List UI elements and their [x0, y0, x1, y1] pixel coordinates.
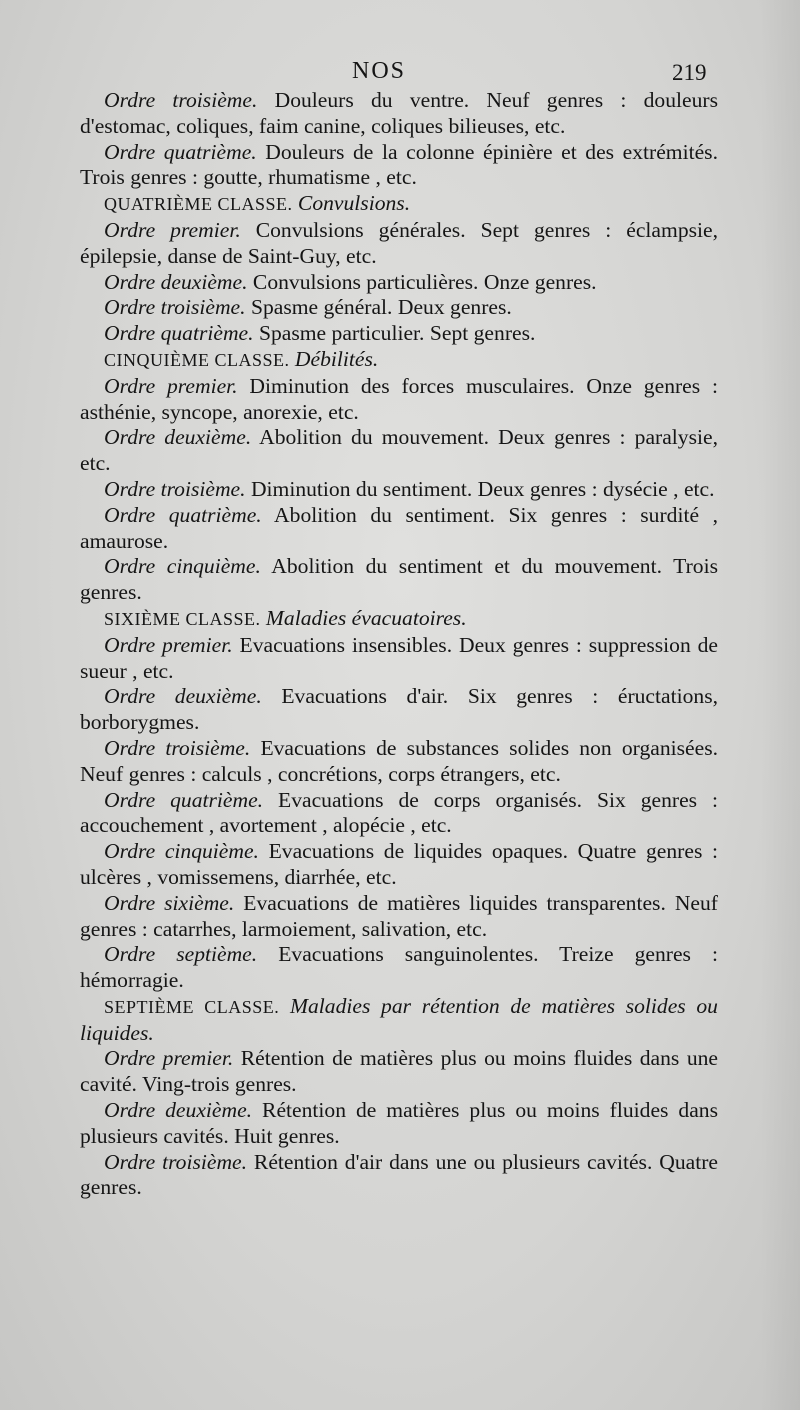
- order-entry: [80, 88, 718, 140]
- class-heading: [80, 994, 718, 1047]
- class-heading: [80, 606, 718, 633]
- order-lead: Ordre quatrième.: [104, 787, 264, 812]
- order-entry: [80, 374, 718, 426]
- order-lead: Ordre troisième.: [104, 295, 246, 320]
- order-text: Evacuations sanguinolentes. Treize genres : hémorragie.: [80, 942, 718, 993]
- order-text: Evacuations de corps organisés. Six genres : accouchement , avortement , alopécie , etc.: [80, 787, 718, 838]
- order-text: Abolition du mouvement. Deux genres : paralysie, etc.: [80, 425, 718, 476]
- order-lead: Ordre premier.: [104, 373, 238, 398]
- order-lead: Ordre deuxième.: [104, 269, 248, 294]
- order-entry: [80, 218, 718, 270]
- page-number: 219: [672, 60, 707, 85]
- order-text: Douleurs de la colonne épinière et des extrémités. Trois genres : goutte, rhumatisme , etc.: [80, 139, 718, 190]
- class-heading: [80, 191, 718, 218]
- order-entry: [80, 788, 718, 840]
- class-title: Maladies par rétention de matières solides ou liquides.: [80, 993, 718, 1045]
- order-lead: Ordre deuxième.: [104, 1098, 253, 1123]
- order-text: Rétention d'air dans une ou plusieurs cavités. Quatre genres.: [80, 1149, 718, 1200]
- order-entry: [80, 321, 718, 347]
- class-title: Convulsions.: [297, 191, 411, 216]
- order-text: Evacuations insensibles. Deux genres : suppression de sueur , etc.: [80, 632, 718, 683]
- order-entry: [80, 425, 718, 477]
- order-entry: [80, 839, 718, 891]
- order-text: Douleurs du ventre. Neuf genres : douleurs d'estomac, coliques, faim canine, coliques bilieuses, etc.: [80, 88, 718, 138]
- order-lead: Ordre sixième.: [104, 890, 235, 915]
- order-text: Diminution du sentiment. Deux genres : dysécie , etc.: [245, 476, 715, 501]
- page-edge-shadow: [760, 0, 800, 1410]
- order-lead: Ordre cinquième.: [104, 554, 261, 579]
- order-lead: Ordre deuxième.: [104, 684, 262, 709]
- order-text: Evacuations de substances solides non organisées. Neuf genres : calculs , concrétions, corps étrangers, etc.: [80, 735, 718, 786]
- running-head: NOS: [352, 58, 407, 84]
- order-lead: Ordre cinquième.: [104, 839, 259, 864]
- order-text: Evacuations de matières liquides transparentes. Neuf genres : catarrhes, larmoiement, salivation, etc.: [80, 890, 718, 941]
- order-lead: Ordre septième.: [104, 942, 258, 967]
- order-lead: Ordre troisième.: [104, 476, 246, 501]
- order-lead: Ordre deuxième.: [104, 425, 252, 450]
- order-text: Convulsions particulières. Onze genres.: [247, 269, 597, 294]
- order-text: Rétention de matières plus ou moins fluides dans plusieurs cavités. Huit genres.: [80, 1098, 718, 1148]
- order-text: Spasme général. Deux genres.: [245, 295, 512, 320]
- order-entry: [80, 270, 718, 296]
- order-text: Rétention de matières plus ou moins fluides dans une cavité. Ving-trois genres.: [80, 1046, 718, 1097]
- body-text: [80, 88, 718, 1201]
- order-lead: Ordre quatrième.: [104, 139, 257, 164]
- order-entry: [80, 1098, 718, 1150]
- order-entry: [80, 736, 718, 788]
- order-entry: [80, 477, 718, 503]
- class-label: SIXIÈME CLASSE.: [104, 608, 261, 629]
- order-entry: [80, 1046, 718, 1098]
- order-lead: Ordre troisième.: [104, 88, 258, 112]
- order-text: Evacuations d'air. Six genres : éructations, borborygmes.: [80, 684, 718, 735]
- order-entry: [80, 503, 718, 555]
- order-text: Evacuations de liquides opaques. Quatre genres : ulcères , vomissemens, diarrhée, etc.: [80, 839, 718, 889]
- order-lead: Ordre premier.: [104, 632, 233, 657]
- page-header: [0, 58, 800, 88]
- order-entry: [80, 633, 718, 685]
- order-lead: Ordre quatrième.: [104, 321, 254, 346]
- order-lead: Ordre troisième.: [104, 735, 251, 760]
- class-title: Débilités.: [294, 346, 379, 371]
- order-entry: [80, 891, 718, 943]
- order-text: Abolition du sentiment. Six genres : surdité , amaurose.: [80, 502, 718, 553]
- order-lead: Ordre premier.: [104, 1046, 234, 1071]
- class-label: QUATRIÈME CLASSE.: [104, 194, 293, 215]
- order-entry: [80, 140, 718, 192]
- class-label: SEPTIÈME CLASSE.: [104, 996, 280, 1017]
- order-entry: [80, 1150, 718, 1202]
- order-entry: [80, 554, 718, 606]
- class-heading: [80, 347, 718, 374]
- order-lead: Ordre premier.: [104, 217, 241, 242]
- order-text: Spasme particulier. Sept genres.: [253, 321, 536, 346]
- order-lead: Ordre troisième.: [104, 1149, 248, 1174]
- order-entry: [80, 684, 718, 736]
- order-lead: Ordre quatrième.: [104, 502, 262, 527]
- order-text: Convulsions générales. Sept genres : éclampsie, épilepsie, danse de Saint-Guy, etc.: [80, 217, 718, 268]
- class-title: Maladies évacuatoires.: [265, 605, 467, 630]
- order-entry: [80, 295, 718, 321]
- class-label: CINQUIÈME CLASSE.: [104, 349, 290, 370]
- order-text: Diminution des forces musculaires. Onze genres : asthénie, syncope, anorexie, etc.: [80, 373, 718, 424]
- order-text: Abolition du sentiment et du mouvement. Trois genres.: [80, 554, 718, 605]
- order-entry: [80, 942, 718, 994]
